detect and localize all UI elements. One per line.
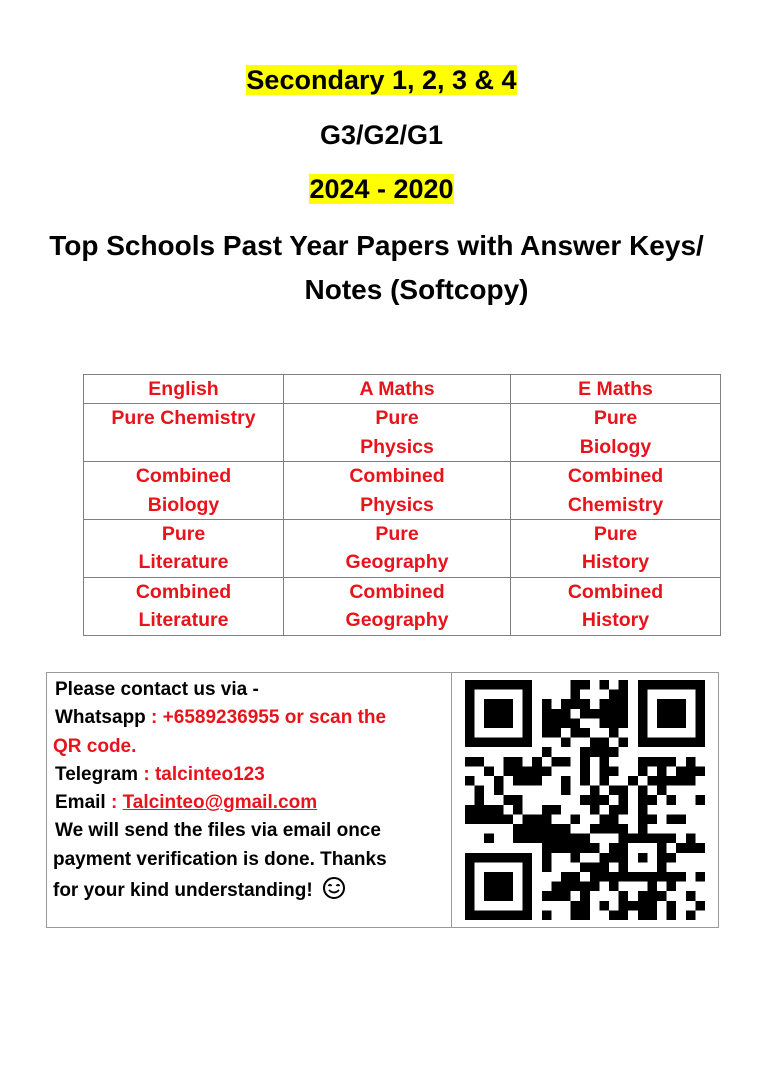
note-line-2: payment verification is done. Thanks (53, 848, 387, 870)
subject-cell (284, 375, 511, 404)
note-line-3 (53, 876, 451, 909)
qr-code[interactable] (465, 680, 705, 925)
table-row (84, 520, 721, 578)
subject-label: Combined (349, 465, 445, 488)
contact-details (47, 673, 452, 927)
subjects-table (83, 374, 721, 636)
contact-box (46, 672, 719, 928)
table-row (84, 462, 721, 520)
subject-label: Chemistry (567, 493, 664, 516)
subject-label: Pure (375, 523, 419, 546)
contact-intro: Please contact us via - (55, 679, 259, 700)
subject-label: English (148, 378, 219, 400)
levels-title (0, 62, 763, 98)
headline (0, 224, 763, 312)
whatsapp-line-cont: QR code. (53, 735, 137, 757)
years-text: 2024 - 2020 (309, 174, 454, 204)
subject-cell (511, 462, 721, 520)
smiling-face-icon (322, 876, 346, 909)
headline-line-2: Notes (Softcopy) (304, 274, 529, 305)
whatsapp-label: Whatsapp (55, 707, 146, 729)
email-separator: : (105, 792, 123, 814)
headline-line-1: Top Schools Past Year Papers with Answer Keys/ (49, 230, 704, 261)
streams-title (0, 117, 763, 153)
subject-label: Pure (593, 523, 638, 546)
note-line-1: We will send the files via email once (55, 820, 381, 842)
telegram-line (55, 761, 451, 789)
streams-text: G3/G2/G1 (319, 120, 444, 150)
subject-label: Combined (135, 465, 232, 488)
subject-cell (284, 520, 511, 578)
whatsapp-line (55, 704, 451, 732)
subject-cell (511, 404, 721, 462)
subject-cell (84, 577, 284, 635)
subject-cell (284, 577, 511, 635)
subject-cell (511, 520, 721, 578)
subject-label: E Maths (578, 378, 653, 400)
subject-label: Combined (567, 465, 664, 488)
subject-label: History (581, 551, 650, 574)
qr-code-icon (465, 680, 705, 920)
levels-text: Secondary 1, 2, 3 & 4 (246, 65, 517, 95)
telegram-handle[interactable]: : talcinteo123 (138, 763, 265, 785)
subject-cell (284, 404, 511, 462)
subject-label: Combined (135, 580, 232, 603)
subject-label: Pure (375, 407, 419, 430)
years-title (0, 171, 763, 207)
subject-label: Physics (360, 435, 434, 458)
table-row (84, 404, 721, 462)
subject-label: Literature (138, 609, 229, 632)
subject-label: Pure (161, 523, 206, 546)
subject-cell (84, 462, 284, 520)
subject-cell (511, 375, 721, 404)
email-line (55, 789, 451, 817)
subject-label: Physics (360, 493, 434, 516)
subject-label: Geography (345, 551, 449, 574)
subject-cell (84, 404, 284, 462)
email-link[interactable]: Talcinteo@gmail.com (122, 792, 318, 814)
subject-cell (284, 462, 511, 520)
subject-label: Combined (349, 580, 445, 603)
subject-label: Geography (345, 609, 449, 632)
subject-label: Biology (579, 435, 652, 458)
subject-cell (84, 375, 284, 404)
note-line-3-text: for your kind understanding! (53, 880, 313, 902)
subject-cell (84, 520, 284, 578)
subject-label: Pure (593, 407, 638, 430)
subject-label: Pure Chemistry (111, 407, 256, 430)
subject-label: Biology (147, 493, 220, 516)
table-row (84, 375, 721, 404)
telegram-label: Telegram (55, 763, 139, 785)
subject-label: A Maths (359, 378, 435, 400)
subject-label: Literature (138, 551, 229, 574)
whatsapp-number[interactable]: : +6589236955 or scan the (145, 707, 387, 729)
email-label: Email (55, 792, 106, 814)
subject-label: History (581, 609, 650, 632)
subject-cell (511, 577, 721, 635)
table-row (84, 577, 721, 635)
subject-label: Combined (567, 580, 664, 603)
